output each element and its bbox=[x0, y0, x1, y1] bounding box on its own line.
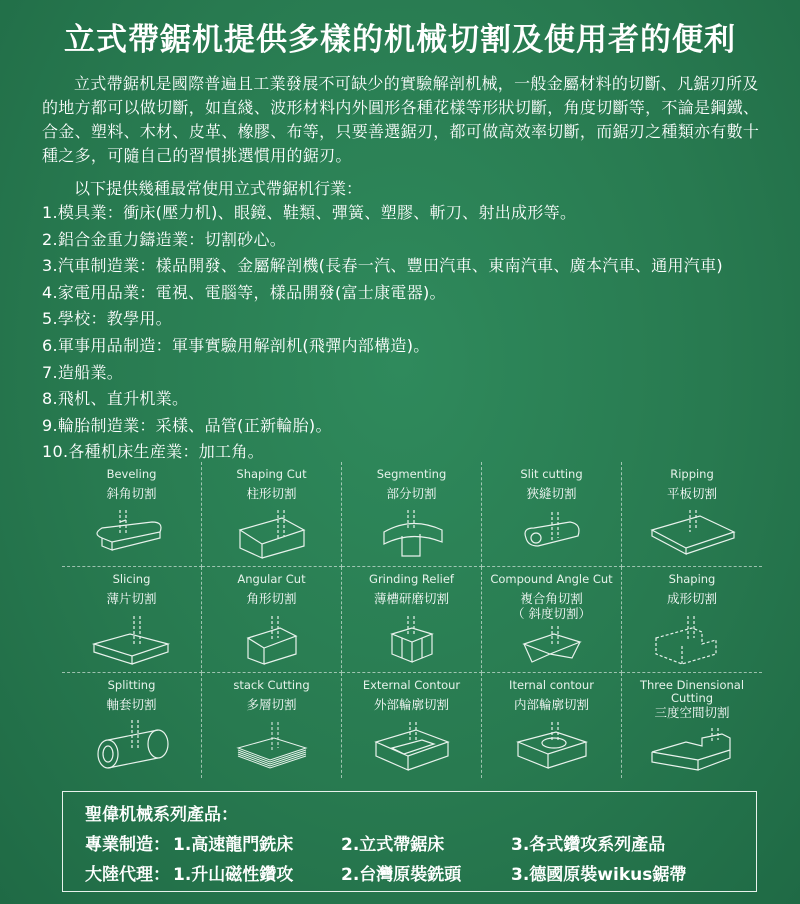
cut-chinese-label: 三度空間切割 bbox=[654, 704, 730, 720]
product-item: 1.高速龍門銑床 bbox=[173, 835, 294, 855]
cut-chinese-label: 部分切割 bbox=[386, 486, 437, 501]
cut-cell-internal-contour bbox=[482, 673, 622, 778]
splitting-icon bbox=[82, 720, 182, 772]
internal-contour-icon bbox=[502, 720, 602, 772]
cut-chinese-label: 外部輪廓切割 bbox=[373, 696, 449, 712]
cut-chinese-label: 平板切割 bbox=[666, 486, 717, 501]
angular-cut-icon bbox=[222, 614, 322, 666]
shaping-cut-icon bbox=[222, 508, 322, 560]
cut-chinese-label: 多層切割 bbox=[246, 696, 297, 712]
cut-chinese-label: 軸套切割 bbox=[106, 696, 157, 712]
list-item: 9.輪胎制造業：采樣、品管(正新輪胎)。 bbox=[42, 415, 332, 435]
cut-cell-segmenting bbox=[342, 462, 482, 567]
page-title: 立式帶鋸机提供多樣的机械切割及使用者的便利 bbox=[64, 22, 736, 58]
cutting-types-grid bbox=[62, 462, 762, 778]
cut-chinese-label: 内部輪廓切割 bbox=[513, 696, 589, 712]
cut-english-label: Shaping bbox=[668, 572, 716, 587]
agency-label: 大陸代理： bbox=[85, 865, 170, 885]
segmenting-icon bbox=[362, 508, 462, 560]
cut-cell-shaping-cut bbox=[202, 462, 342, 567]
list-item: 7.造船業。 bbox=[42, 362, 124, 382]
cut-english-label: Slicing bbox=[112, 572, 151, 587]
cut-chinese-label: 薄片切割 bbox=[106, 591, 157, 607]
cut-chinese-label: 狹縫切割 bbox=[526, 486, 577, 501]
cut-chinese-label: 薄槽研磨切割 bbox=[373, 591, 449, 607]
cut-english-label: Compound Angle Cut bbox=[490, 572, 613, 587]
cut-cell-slit-cutting bbox=[482, 462, 622, 567]
industry-list bbox=[42, 200, 782, 466]
product-series-title: 聖偉机械系列產品： bbox=[85, 805, 238, 825]
product-item: 1.升山磁性鑽攻 bbox=[173, 865, 294, 885]
beveling-icon bbox=[82, 508, 182, 560]
cut-cell-three-dimensional bbox=[622, 673, 762, 778]
cut-english-label: Iternal contour bbox=[509, 677, 594, 692]
intro-text: 立式帶鋸机是國際普遍且工業發展不可缺少的實驗解剖机械，一般金屬材料的切斷、凡鋸刃所及的地方都可以做切斷，如直綫、波形材料内外圓形各種花樣等形狀切斷，角度切斷等，不論是鋼鐵、合金、塑料、木材、皮革、橡膠、布等，只要善選鋸刃，都可做高效率切斷，而鋸刃之種類亦有數十種之多，可隨自己的習慣挑選慣用的鋸刃。 bbox=[42, 74, 760, 165]
manufacture-label: 專業制造： bbox=[85, 835, 170, 855]
ripping-icon bbox=[642, 508, 742, 560]
cut-chinese-label: 成形切割 bbox=[666, 591, 717, 607]
product-item: 3.各式鑽攻系列產品 bbox=[511, 835, 666, 855]
stack-cutting-icon bbox=[222, 720, 322, 772]
cut-english-label: stack Cutting bbox=[233, 677, 310, 692]
product-item: 2.台灣原裝銑頭 bbox=[341, 865, 462, 885]
compound-angle-icon bbox=[502, 626, 602, 666]
slit-cutting-icon bbox=[502, 508, 602, 560]
cut-chinese-label: 角形切割 bbox=[246, 591, 297, 607]
product-series-box bbox=[62, 791, 757, 892]
cut-cell-beveling bbox=[62, 462, 202, 567]
cut-english-label: Slit cutting bbox=[520, 467, 583, 481]
cut-cell-shaping bbox=[622, 567, 762, 672]
cut-english-label: Three Dinensional Cutting bbox=[639, 677, 745, 705]
cut-chinese-label: 柱形切割 bbox=[246, 486, 297, 501]
product-item: 2.立式帶鋸床 bbox=[341, 835, 445, 855]
slicing-icon bbox=[82, 614, 182, 666]
list-item: 6.軍事用品制造：軍事實驗用解剖机(飛彈内部構造)。 bbox=[42, 335, 430, 355]
list-item: 8.飛机、直升机業。 bbox=[42, 389, 189, 409]
list-item: 5.學校：教學用。 bbox=[42, 309, 172, 329]
intro-paragraph bbox=[42, 72, 762, 168]
cut-cell-stack-cutting bbox=[202, 673, 342, 778]
three-dimensional-icon bbox=[642, 728, 742, 772]
cut-english-label: Grinding Relief bbox=[369, 572, 454, 587]
cut-english-label: Ripping bbox=[670, 467, 714, 481]
list-item: 3.汽車制造業：樣品開發、金屬解剖機(長春一汽、豐田汽車、東南汽車、廣本汽車、通用汽車) bbox=[42, 256, 723, 276]
cut-english-label: Segmenting bbox=[376, 467, 447, 481]
cut-chinese-label: 斜角切割 bbox=[106, 486, 157, 501]
cut-cell-splitting bbox=[62, 673, 202, 778]
list-item: 4.家電用品業：電視、電腦等，樣品開發(富士康電器)。 bbox=[42, 282, 446, 302]
cut-english-label: Shaping Cut bbox=[236, 467, 307, 481]
list-item: 1.模具業：衝床(壓力机)、眼鏡、鞋類、彈簧、塑膠、斬刀、射出成形等。 bbox=[42, 203, 577, 222]
external-contour-icon bbox=[362, 720, 462, 772]
product-item: 3.德國原裝wikus鋸帶 bbox=[511, 865, 687, 885]
list-item: 10.各種机床生産業：加工角。 bbox=[42, 442, 264, 462]
cut-cell-slicing bbox=[62, 567, 202, 672]
cut-cell-angular-cut bbox=[202, 567, 342, 672]
cut-cell-external-contour bbox=[342, 673, 482, 778]
cut-english-label: Splitting bbox=[107, 677, 156, 692]
cut-english-label: External Contour bbox=[362, 677, 461, 692]
cut-cell-grinding-relief bbox=[342, 567, 482, 672]
cut-cell-compound-angle bbox=[482, 567, 622, 672]
list-item: 2.鋁合金重力鑄造業：切割砂心。 bbox=[42, 229, 287, 249]
grinding-relief-icon bbox=[362, 614, 462, 666]
industry-lead: 以下提供幾種最常使用立式帶鋸机行業： bbox=[74, 179, 363, 198]
shaping-icon bbox=[642, 614, 742, 666]
cut-english-label: Beveling bbox=[106, 467, 157, 481]
cut-chinese-label: 複合角切割 （ 斜度切割） bbox=[512, 591, 591, 622]
cut-cell-ripping bbox=[622, 462, 762, 567]
cut-english-label: Angular Cut bbox=[237, 572, 306, 587]
